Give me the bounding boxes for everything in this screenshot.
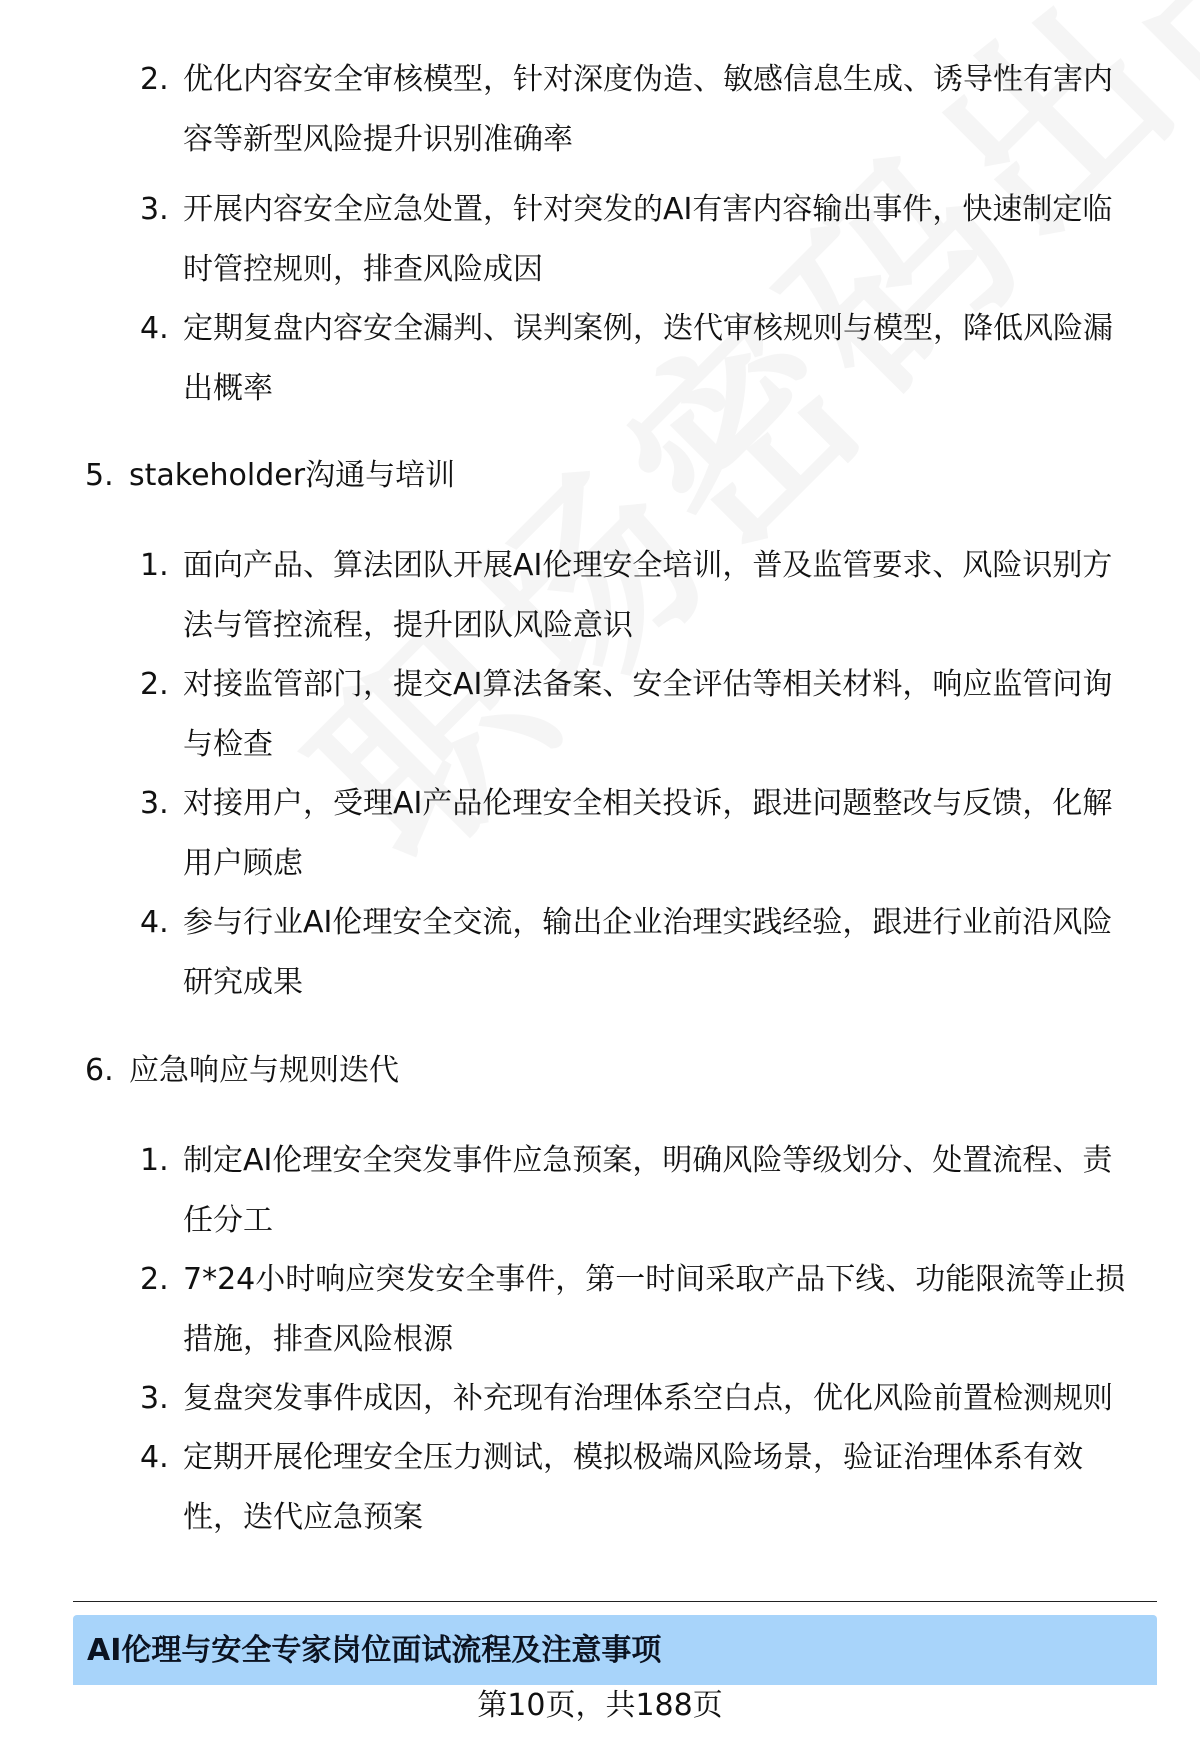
- page-number: 第10页，共188页: [477, 1688, 723, 1723]
- list-item-number: 3.: [140, 786, 169, 821]
- list-item-text: 复盘突发事件成因，补充现有治理体系空白点，优化风险前置检测规则: [183, 1381, 1113, 1416]
- list-item-text: 对接监管部门，提交AI算法备案、安全评估等相关材料，响应监管问询与检查: [183, 667, 1113, 762]
- section-number: 6.: [85, 1053, 114, 1088]
- list-item-text: 7*24小时响应突发安全事件，第一时间采取产品下线、功能限流等止损措施，排查风险根源: [183, 1262, 1126, 1357]
- section-divider: [73, 1601, 1157, 1602]
- list-item-number: 1.: [140, 548, 169, 583]
- list-item: [140, 1250, 1140, 1370]
- list-item-number: 2.: [140, 1262, 169, 1297]
- section-banner: [73, 1615, 1157, 1685]
- list-item: [140, 774, 1140, 894]
- list-item: [140, 536, 1140, 656]
- section-heading: [85, 446, 1085, 506]
- list-item: [140, 180, 1140, 300]
- list-item-text: 对接用户，受理AI产品伦理安全相关投诉，跟进问题整改与反馈，化解用户顾虑: [183, 786, 1113, 881]
- list-item-number: 3.: [140, 1381, 169, 1416]
- list-item: [140, 1369, 1140, 1429]
- banner-title: AI伦理与安全专家岗位面试流程及注意事项: [87, 1633, 662, 1668]
- list-item-text: 定期开展伦理安全压力测试，模拟极端风险场景，验证治理体系有效性，迭代应急预案: [183, 1440, 1083, 1535]
- section-heading: [85, 1041, 1085, 1101]
- section-number: 5.: [85, 458, 114, 493]
- list-item-number: 2.: [140, 62, 169, 97]
- list-item-text: 开展内容安全应急处置，针对突发的AI有害内容输出事件，快速制定临时管控规则，排查风险成因: [183, 192, 1113, 287]
- list-item-text: 参与行业AI伦理安全交流，输出企业治理实践经验，跟进行业前沿风险研究成果: [183, 905, 1113, 1000]
- list-item: [140, 1428, 1140, 1548]
- section-title: 应急响应与规则迭代: [129, 1053, 399, 1088]
- list-item-number: 1.: [140, 1143, 169, 1178]
- list-item-number: 4.: [140, 311, 169, 346]
- list-item: [140, 299, 1140, 419]
- list-item: [140, 50, 1140, 170]
- list-item: [140, 893, 1140, 1013]
- list-item-text: 定期复盘内容安全漏判、误判案例，迭代审核规则与模型，降低风险漏出概率: [183, 311, 1113, 406]
- list-item-number: 2.: [140, 667, 169, 702]
- list-item-number: 4.: [140, 905, 169, 940]
- list-item: [140, 1131, 1140, 1251]
- list-item-number: 3.: [140, 192, 169, 227]
- list-item-text: 制定AI伦理安全突发事件应急预案，明确风险等级划分、处置流程、责任分工: [183, 1143, 1113, 1238]
- list-item-text: 面向产品、算法团队开展AI伦理安全培训，普及监管要求、风险识别方法与管控流程，提升团队风险意识: [183, 548, 1113, 643]
- list-item-number: 4.: [140, 1440, 169, 1475]
- section-title: stakeholder沟通与培训: [129, 458, 456, 493]
- list-item-text: 优化内容安全审核模型，针对深度伪造、敏感信息生成、诱导性有害内容等新型风险提升识别准确率: [183, 62, 1113, 157]
- list-item: [140, 655, 1140, 775]
